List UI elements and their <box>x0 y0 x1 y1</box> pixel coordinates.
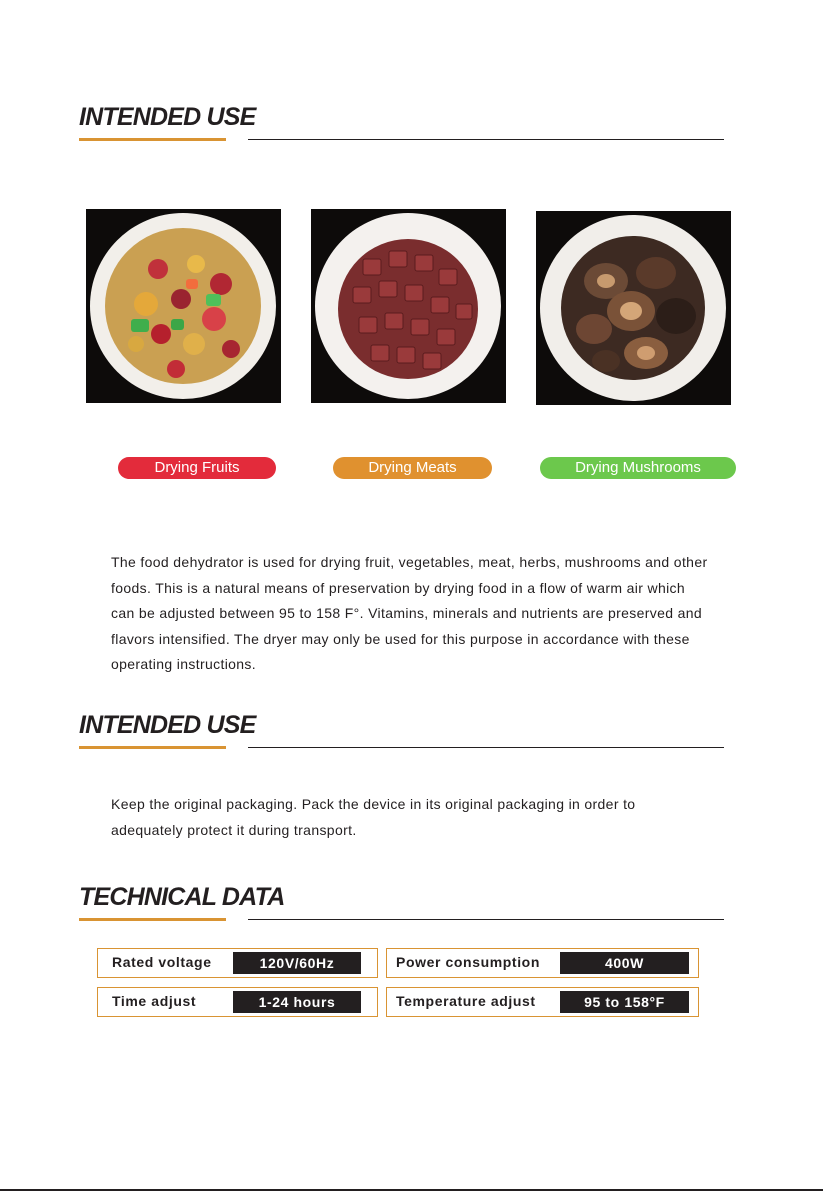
section-title: TECHNICAL DATA <box>79 883 285 911</box>
drying-fruits-label: Drying Fruits <box>118 457 276 479</box>
heading-rule <box>248 139 724 140</box>
spec-temperature-adjust <box>386 987 699 1017</box>
section-heading-technical-data <box>79 883 724 923</box>
heading-accent-bar <box>79 918 226 921</box>
heading-rule <box>248 919 724 920</box>
intended-use-text: The food dehydrator is used for drying fruit, vegetables, meat, herbs, mushrooms and other foods. This is a natural means of preservation by drying food in a flow of warm air which can be adjusted between 95 to 158 F°. Vitamins, minerals and nutrients are preserved and flavors intensified. The dryer may only be used for this purpose in accordance with these operating instructions. <box>111 554 708 673</box>
spec-value: 400W <box>560 952 689 974</box>
spec-time-adjust <box>97 987 378 1017</box>
spec-label: Time adjust <box>112 993 197 1009</box>
section-title: INTENDED USE <box>79 103 256 131</box>
spec-label: Temperature adjust <box>396 993 536 1009</box>
drying-meats-label: Drying Meats <box>333 457 492 479</box>
packaging-text: Keep the original packaging. Pack the device in its original packaging in order to adequately protect it during transport. <box>111 796 636 838</box>
section-title: INTENDED USE <box>79 711 256 739</box>
heading-accent-bar <box>79 746 226 749</box>
spec-value: 1-24 hours <box>233 991 361 1013</box>
spec-rated-voltage <box>97 948 378 978</box>
spec-label: Rated voltage <box>112 954 212 970</box>
dried-fruits-image <box>86 209 281 403</box>
section-heading-intended-use-2 <box>79 711 724 751</box>
section-heading-intended-use <box>79 103 724 143</box>
heading-rule <box>248 747 724 748</box>
intended-use-paragraph <box>111 550 711 678</box>
drying-mushrooms-label: Drying Mushrooms <box>540 457 736 479</box>
spec-value: 95 to 158°F <box>560 991 689 1013</box>
spec-label: Power consumption <box>396 954 540 970</box>
dried-mushrooms-image <box>536 211 731 405</box>
packaging-paragraph <box>111 792 711 843</box>
page-bottom-rule <box>0 1189 823 1191</box>
heading-accent-bar <box>79 138 226 141</box>
spec-power-consumption <box>386 948 699 978</box>
dried-meat-image <box>311 209 506 403</box>
spec-value: 120V/60Hz <box>233 952 361 974</box>
